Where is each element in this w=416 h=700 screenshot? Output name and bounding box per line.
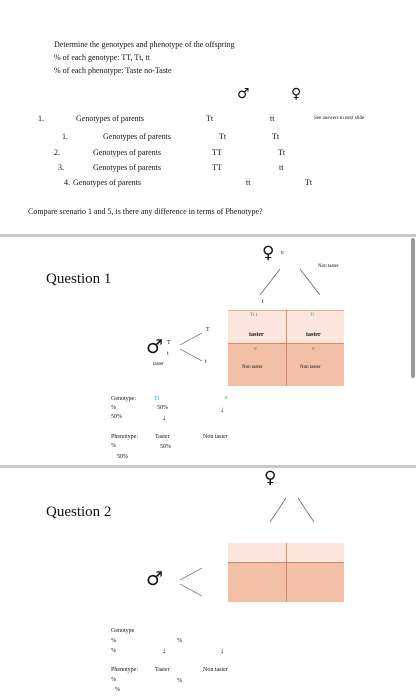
female-symbol-icon: ♀ — [262, 243, 275, 263]
arrow-down-icon: ↓ — [162, 646, 166, 655]
slide-3 — [0, 468, 416, 700]
phenotype-label: Phenotype: — [111, 667, 138, 673]
slide-2 — [0, 237, 416, 465]
compare-question: Compare scenario 1 and 5, is there any difference in terms of Phenotype? — [28, 207, 263, 216]
row-4-label: Genotypes of parents — [93, 163, 161, 172]
pct-phenotype-value: 50% — [160, 444, 171, 450]
question-1-heading: Question 1 — [46, 271, 112, 287]
male-symbol-icon: ♂ — [146, 336, 164, 358]
male-label: taster — [153, 362, 164, 367]
pct-phenotype: % — [111, 443, 116, 449]
punnett-r1c2-code: Tt — [310, 313, 315, 318]
genotype-label: Genotype: — [111, 396, 136, 402]
pct-phenotype-left: 50% — [117, 454, 128, 460]
row-3-label: Genotypes of parents — [93, 148, 161, 157]
title-text: Determine the genotypes and phenotype of the offspring — [54, 40, 235, 49]
male-symbol-icon: ♂ — [146, 568, 164, 590]
row-5-male: tt — [246, 178, 251, 187]
branch-allele-T: T — [206, 327, 210, 333]
punnett-r1c2 — [286, 543, 344, 562]
pct-d: % — [115, 687, 120, 693]
punnett-r1c1 — [228, 543, 286, 562]
row-1-male: Tt — [206, 114, 214, 123]
slide-1 — [0, 0, 416, 234]
top-allele-t: t — [262, 299, 264, 305]
male-allele-t: t — [167, 351, 169, 357]
punnett-r2c1-code: tt — [254, 347, 257, 352]
punnett-r2c2 — [286, 562, 344, 602]
row-4-male: TT — [212, 163, 222, 172]
arrow-down-icon: ↓ — [220, 405, 224, 414]
punnett-border-top — [228, 310, 344, 311]
row-4-number: 3. — [58, 163, 64, 172]
pct-genotype: % — [111, 405, 116, 411]
non-taster-top-label: Non taster — [318, 264, 339, 269]
phenotype-label: Phenotype: — [111, 434, 138, 440]
punnett-r2c2 — [286, 343, 344, 386]
pct-c: % — [111, 677, 116, 683]
genotype-tt: tt — [225, 396, 228, 401]
row-5-number: 4. — [64, 178, 70, 187]
phenotype-value: Taster — [155, 434, 170, 440]
pct-b: % — [111, 648, 116, 654]
arrow-down-icon: ↓ — [162, 413, 166, 422]
female-branch-lines — [250, 267, 330, 299]
row-2-number: 1. — [62, 132, 68, 141]
genotype-label: Genotype — [111, 628, 135, 634]
punnett-r2c1 — [228, 343, 286, 386]
pct-a2: % — [177, 638, 182, 644]
question-2-heading: Question 2 — [46, 504, 112, 520]
row-2-label: Genotypes of parents — [103, 132, 171, 141]
punnett-divider-v — [286, 543, 287, 602]
male-allele-T: T — [167, 340, 171, 346]
pct-c2: % — [177, 678, 182, 684]
female-branch-lines — [262, 496, 322, 526]
punnett-r1c1-code: Tt t — [250, 313, 258, 318]
genotype-percent-text: % of each genotype: TT, Tt, tt — [54, 53, 150, 62]
row-4-female: tt — [279, 163, 284, 172]
punnett-divider-v — [286, 310, 287, 386]
punnett-r1c1 — [228, 310, 286, 343]
genotype-value: Tt — [154, 396, 160, 402]
female-symbol-icon: ♀ — [264, 468, 277, 488]
phenotype-value: Taster — [155, 667, 170, 673]
punnett-r1c1-label: taster — [249, 332, 264, 338]
phenotype-percent-text: % of each phenotype: Taste no-Taste — [54, 66, 172, 75]
row-3-male: TT — [212, 148, 222, 157]
punnett-divider-h — [228, 562, 344, 563]
scrollbar-thumb[interactable] — [411, 238, 415, 378]
row-5-female: Tt — [305, 178, 313, 187]
punnett-divider-h — [228, 343, 344, 344]
punnett-r2c2-code: tt — [312, 347, 315, 352]
punnett-r2c1-label: Non taster — [242, 365, 263, 370]
male-branch-lines — [178, 329, 208, 365]
row-2-male: Tt — [219, 132, 227, 141]
row-1-female: tt — [270, 114, 275, 123]
pct-genotype-value: 50% — [157, 405, 168, 411]
male-branch-lines — [178, 564, 208, 600]
punnett-r2c2-label: Non taster — [300, 365, 321, 370]
arrow-down-icon: ↓ — [220, 646, 224, 655]
pct-genotype-left: 50% — [111, 414, 122, 420]
male-symbol-icon: ♂ — [237, 86, 250, 102]
female-symbol-icon: ♀ — [291, 86, 302, 102]
punnett-r1c2 — [286, 310, 344, 343]
row-1-label: Genotypes of parents — [76, 114, 144, 123]
row-1-number: 1. — [38, 114, 44, 123]
row-2-female: Tt — [272, 132, 280, 141]
pct-a: % — [111, 638, 116, 644]
punnett-r1c2-label: taster — [306, 332, 321, 338]
non-taster-label: Non taster — [203, 667, 228, 673]
branch-allele-t: t — [205, 359, 207, 365]
non-taster-label: Non taster — [203, 434, 228, 440]
row-3-female: Tt — [278, 148, 286, 157]
row-5-label: Genotypes of parents — [73, 178, 141, 187]
answers-note: See answers in next slide — [314, 116, 365, 121]
row-3-number: 2. — [54, 148, 60, 157]
punnett-r2c1 — [228, 562, 286, 602]
female-genotype: tt — [281, 251, 284, 256]
